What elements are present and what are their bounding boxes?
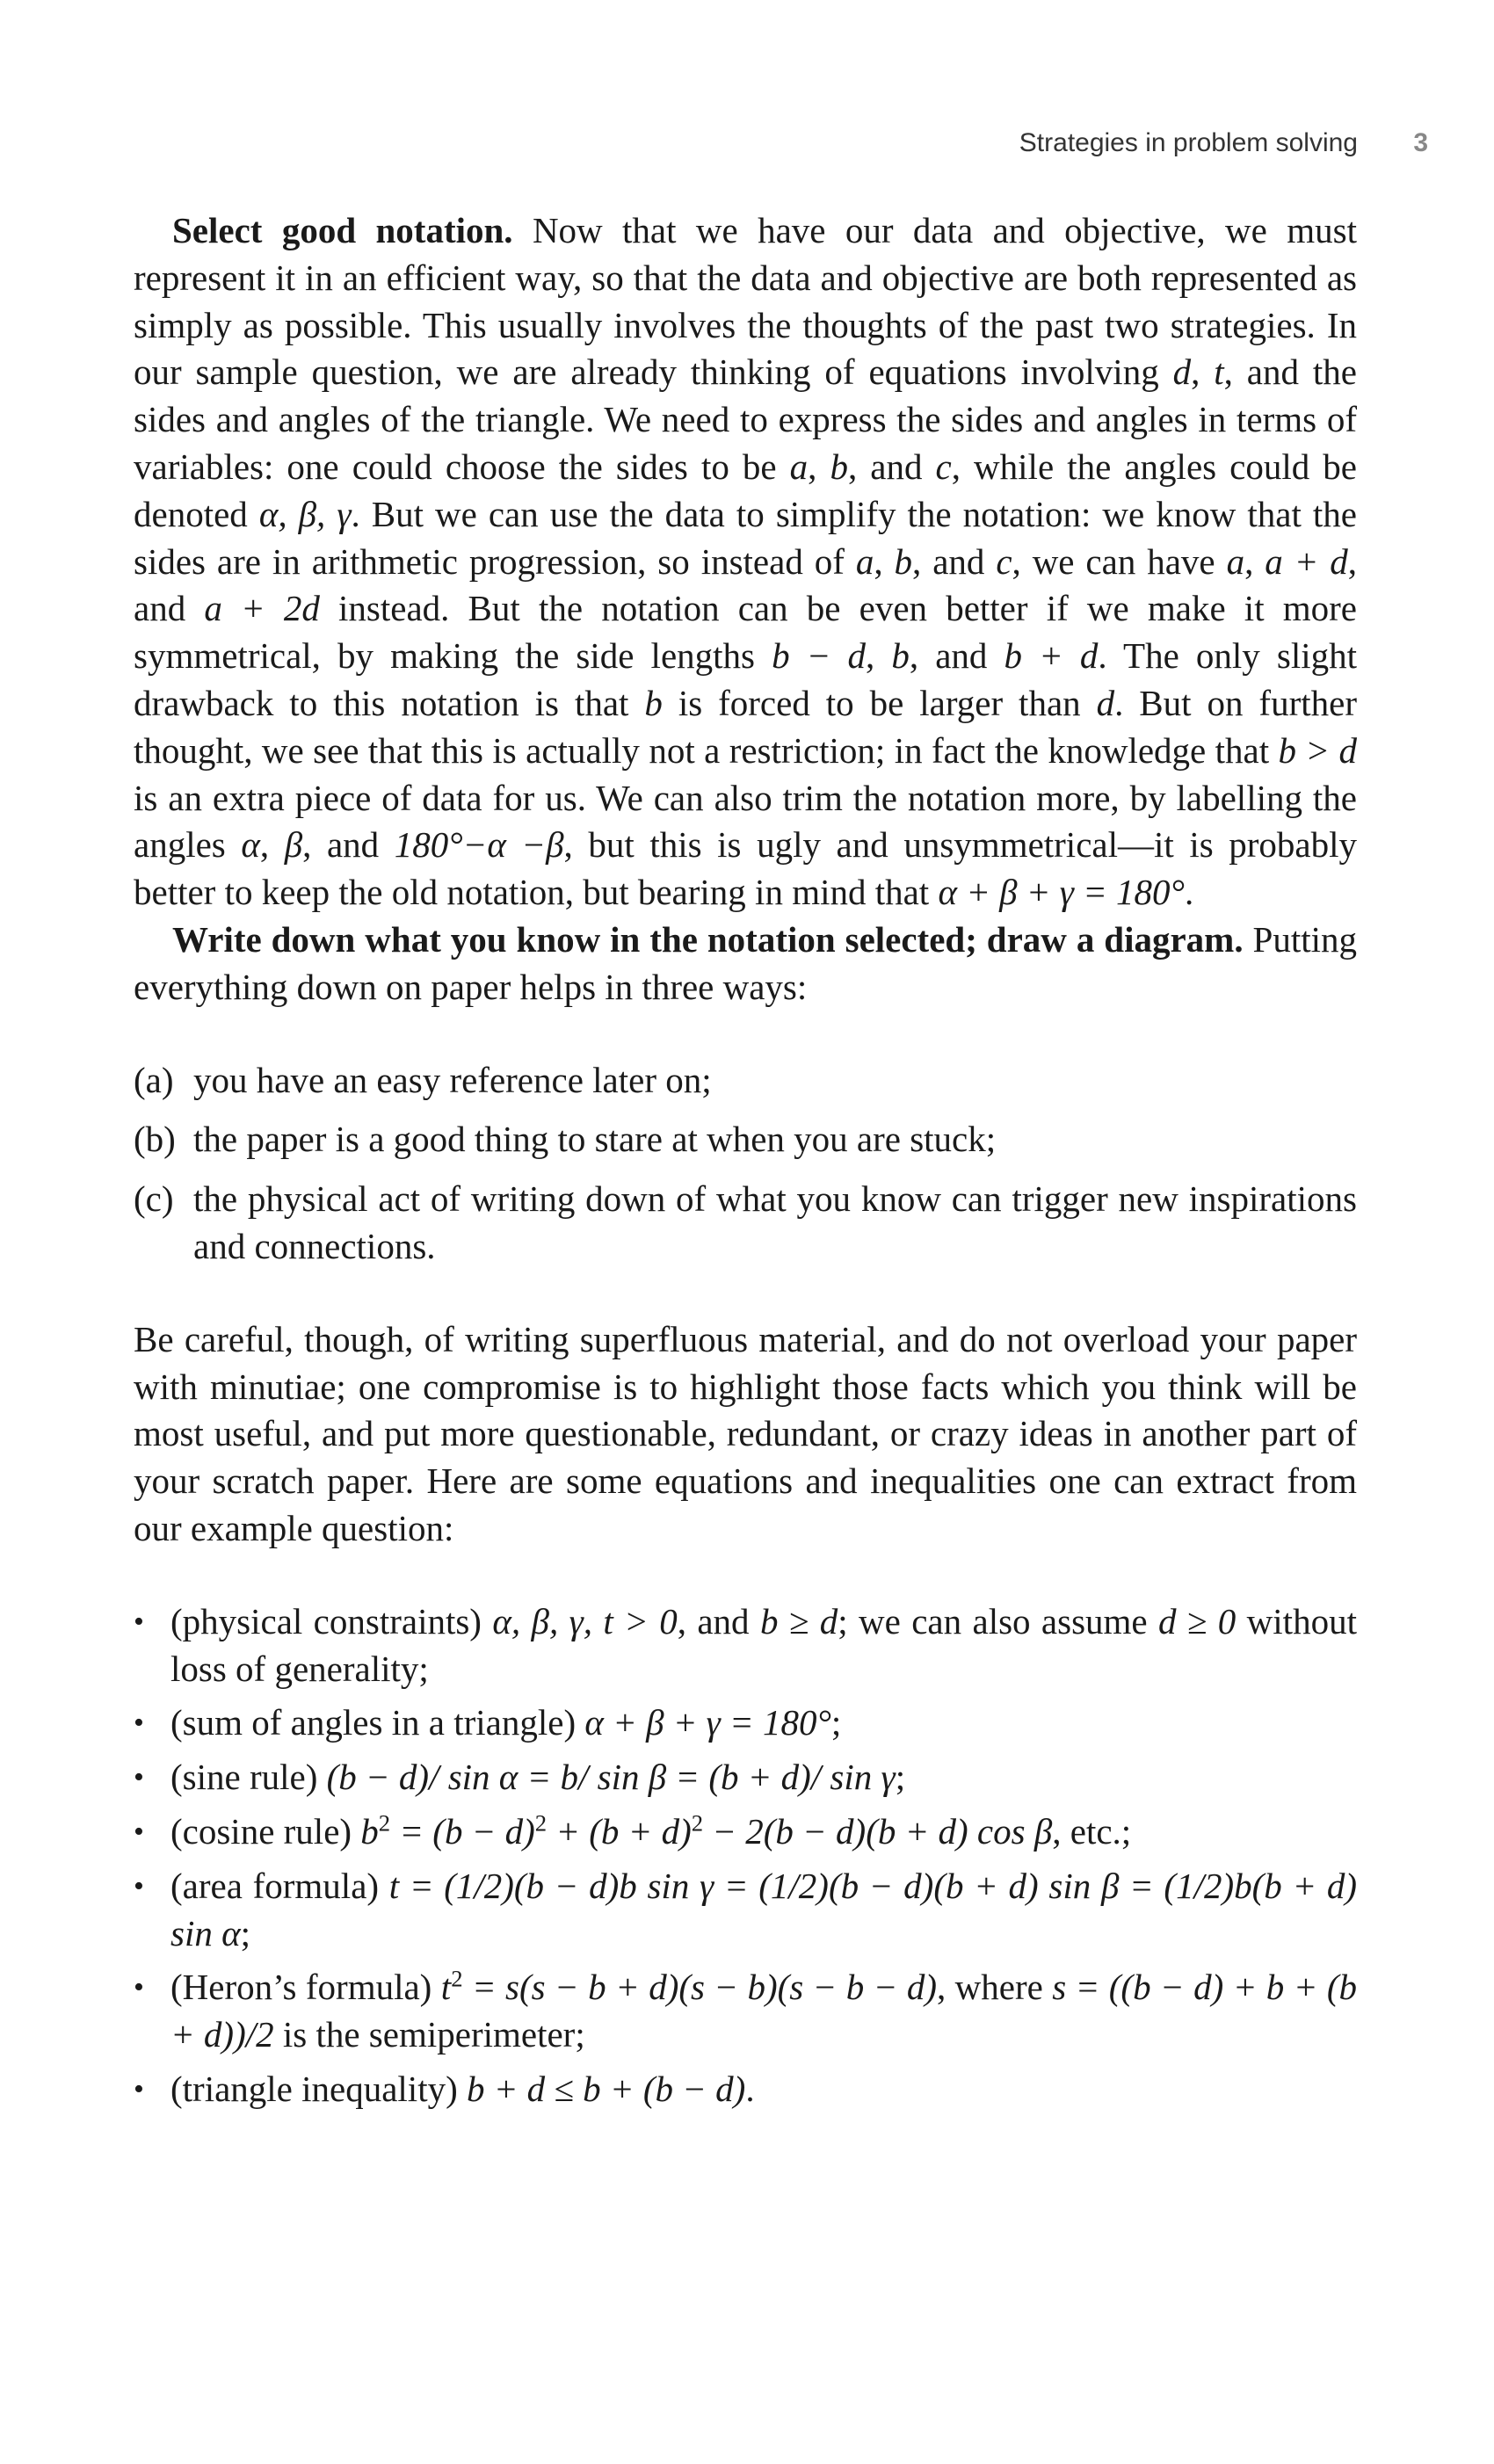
math-expr: = s(s − b + d)(s − b)(s − b − d) <box>462 1967 937 2008</box>
list-marker: (c) <box>134 1178 174 1220</box>
bullet-icon: • <box>134 1971 144 2004</box>
list-item <box>134 1699 1357 1747</box>
exponent: 2 <box>534 1809 548 1837</box>
text-run: , and <box>912 540 997 582</box>
math-expr: α, β, γ, t > 0 <box>492 1600 678 1641</box>
list-item <box>134 1598 1357 1693</box>
text-run: , while the angles could be denoted <box>134 446 1357 534</box>
bullet-icon: • <box>134 1707 144 1740</box>
text-run: , and <box>677 1600 760 1641</box>
running-head <box>0 128 1494 163</box>
heading-write-down: Write down what you know in the notation selected; draw a diagram. <box>172 918 1244 960</box>
math-expr: α + β + γ = 180° <box>938 872 1185 913</box>
text-run: , we can have <box>1012 540 1227 582</box>
text-run: (Heron’s formula) <box>170 1967 441 2008</box>
math-expr: b + d <box>1004 635 1099 677</box>
math-expr: b + d ≤ b + (b − d) <box>467 2068 746 2109</box>
text-run: (sum of angles in a triangle) <box>170 1702 585 1743</box>
list-item <box>134 2066 1357 2113</box>
text-run: instead. But the notation can be even better if we make it more symmetrical, by making the side lengths <box>134 588 1357 677</box>
list-item <box>134 1057 1357 1105</box>
list-item <box>134 1176 1357 1271</box>
text-run: ; <box>240 1912 251 1953</box>
math-expr: d <box>1096 682 1115 723</box>
bullet-icon: • <box>134 1761 144 1794</box>
math-expr: = (b − d) <box>390 1810 535 1852</box>
text-run: . But on further thought, we see that this is actually not a restriction; in fact the knowledge that <box>134 682 1357 771</box>
math-expr: (b − d)/ sin α = b/ sin β = (b + d)/ sin γ <box>326 1757 896 1798</box>
math-angles: α, β, γ <box>258 493 352 534</box>
text-run: (triangle inequality) <box>170 2068 467 2109</box>
paragraph-be-careful: Be careful, though, of writing superfluous material, and do not overload your paper with minutiae; one compromise is to highlight those facts which you think will be most useful, and put more questionable, redundant, or crazy ideas in another part of your scratch paper. Here are some equations and inequalities one can extract from our example question: <box>134 1318 1357 1548</box>
math-expr: + (b + d) <box>547 1810 692 1852</box>
math-expr: − 2(b − d)(b + d) cos β <box>703 1810 1053 1852</box>
text-run: ; <box>830 1702 842 1743</box>
body-text <box>134 207 1357 2120</box>
list-item-text: the paper is a good thing to stare at when you are stuck; <box>193 1119 997 1160</box>
bullet-list <box>134 1598 1357 2113</box>
text-run: , and the sides and angles of the triangle. We need to express the sides and angles in terms of variables: one could choose the sides to be <box>134 351 1357 487</box>
math-expr: d ≥ 0 <box>1158 1600 1237 1641</box>
exponent: 2 <box>451 1965 463 1992</box>
text-run: is the semiperimeter; <box>273 2014 585 2055</box>
exponent: 2 <box>691 1809 704 1837</box>
math-c: c <box>935 446 952 487</box>
list-item <box>134 1863 1357 1958</box>
text-run: , and <box>302 824 395 866</box>
math-expr: a + d <box>1265 540 1348 582</box>
math-expr: b − d <box>772 635 866 677</box>
list-item <box>134 1964 1357 2059</box>
math-expr: t = (1/2)(b − d)b sin γ = (1/2)(b − d)(b + d) sin β = (1/2)b(b + d) sin α <box>170 1865 1357 1953</box>
math-expr: a <box>1226 540 1245 582</box>
text-run: , <box>1191 351 1215 393</box>
text-run: is an extra piece of data for us. We can also trim the notation more, by labelling the angles <box>134 777 1357 866</box>
list-item-text: the physical act of writing down of what you know can trigger new inspirations and connections. <box>193 1178 1357 1266</box>
text-run: , <box>1244 540 1266 582</box>
math-expr: a + 2d <box>204 588 320 629</box>
text-run: , but this is ugly and unsymmetrical—it is probably better to keep the old notation, but bearing in mind that <box>134 824 1358 913</box>
page-number: 3 <box>1413 128 1428 157</box>
text-run: Putting everything down on paper helps in three ways: <box>134 918 1357 1007</box>
math-expr: t <box>440 1967 452 2008</box>
text-run: , etc.; <box>1052 1810 1132 1852</box>
text-run: , and <box>847 446 936 487</box>
bullet-icon: • <box>134 1605 144 1638</box>
math-b: b <box>830 446 848 487</box>
text-run: , where <box>936 1967 1053 2008</box>
text-run: . But we can use the data to simplify the notation: we know that the sides are in arithmetic progression, so instead of <box>134 493 1357 582</box>
math-expr: b ≥ d <box>759 1600 838 1641</box>
list-item <box>134 1754 1357 1801</box>
math-b: b <box>894 540 913 582</box>
heading-select-notation: Select good notation. <box>172 210 513 250</box>
text-run: , and <box>134 540 1358 629</box>
text-run: (physical constraints) <box>170 1600 493 1641</box>
text-run: without loss of generality; <box>170 1600 1357 1689</box>
list-marker: (b) <box>134 1119 176 1160</box>
text-run: ; <box>895 1757 906 1798</box>
list-item <box>134 1808 1357 1856</box>
text-run: . <box>1184 872 1194 913</box>
math-expr: β <box>284 824 303 866</box>
math-c: c <box>996 540 1012 582</box>
math-expr: s = ((b − d) + b + (b + d))/2 <box>170 1967 1357 2055</box>
math-d: d <box>1172 351 1192 393</box>
text-run: . <box>745 2068 755 2109</box>
math-a: a <box>789 446 809 487</box>
exponent: 2 <box>378 1809 391 1837</box>
math-expr: α + β + γ = 180° <box>584 1702 831 1743</box>
text-run: , <box>808 446 830 487</box>
text-run: (area formula) <box>170 1865 389 1906</box>
bullet-icon: • <box>134 1869 144 1902</box>
math-expr: b > d <box>1278 729 1357 771</box>
paragraph-write-down <box>134 917 1357 1011</box>
paragraph-select-notation <box>134 207 1357 917</box>
text-run: . The only slight drawback to this notation is that <box>134 635 1358 723</box>
math-a: a <box>855 540 874 582</box>
list-item-text: you have an easy reference later on; <box>193 1059 712 1100</box>
text-run: (cosine rule) <box>170 1810 361 1852</box>
text-run: (sine rule) <box>170 1757 327 1798</box>
enumerated-list <box>134 1057 1357 1271</box>
bullet-icon: • <box>134 2072 144 2105</box>
math-expr: 180°−α −β <box>394 824 564 866</box>
math-expr: b <box>891 635 910 677</box>
list-item <box>134 1116 1357 1163</box>
text-run: ; we can also assume <box>838 1600 1159 1641</box>
list-marker: (a) <box>134 1059 174 1100</box>
text-run: , <box>259 824 285 866</box>
math-expr: α <box>241 824 260 866</box>
text-run: , <box>866 635 892 677</box>
math-t: t <box>1214 351 1224 393</box>
running-head-title: Strategies in problem solving <box>1019 128 1358 157</box>
math-expr: b <box>644 682 663 723</box>
text-run: , <box>874 540 895 582</box>
text-run: is forced to be larger than <box>662 682 1097 723</box>
bullet-icon: • <box>134 1815 144 1848</box>
text-run: Now that we have our data and objective, we must represent it in an efficient way, so that the data and objective are both represented as simply as possible. This usually involves the thoughts of the past two strategies. In our sample question, we are already thinking of equations involving <box>134 210 1357 393</box>
math-expr: b <box>360 1810 379 1852</box>
text-run: , and <box>909 635 1004 677</box>
